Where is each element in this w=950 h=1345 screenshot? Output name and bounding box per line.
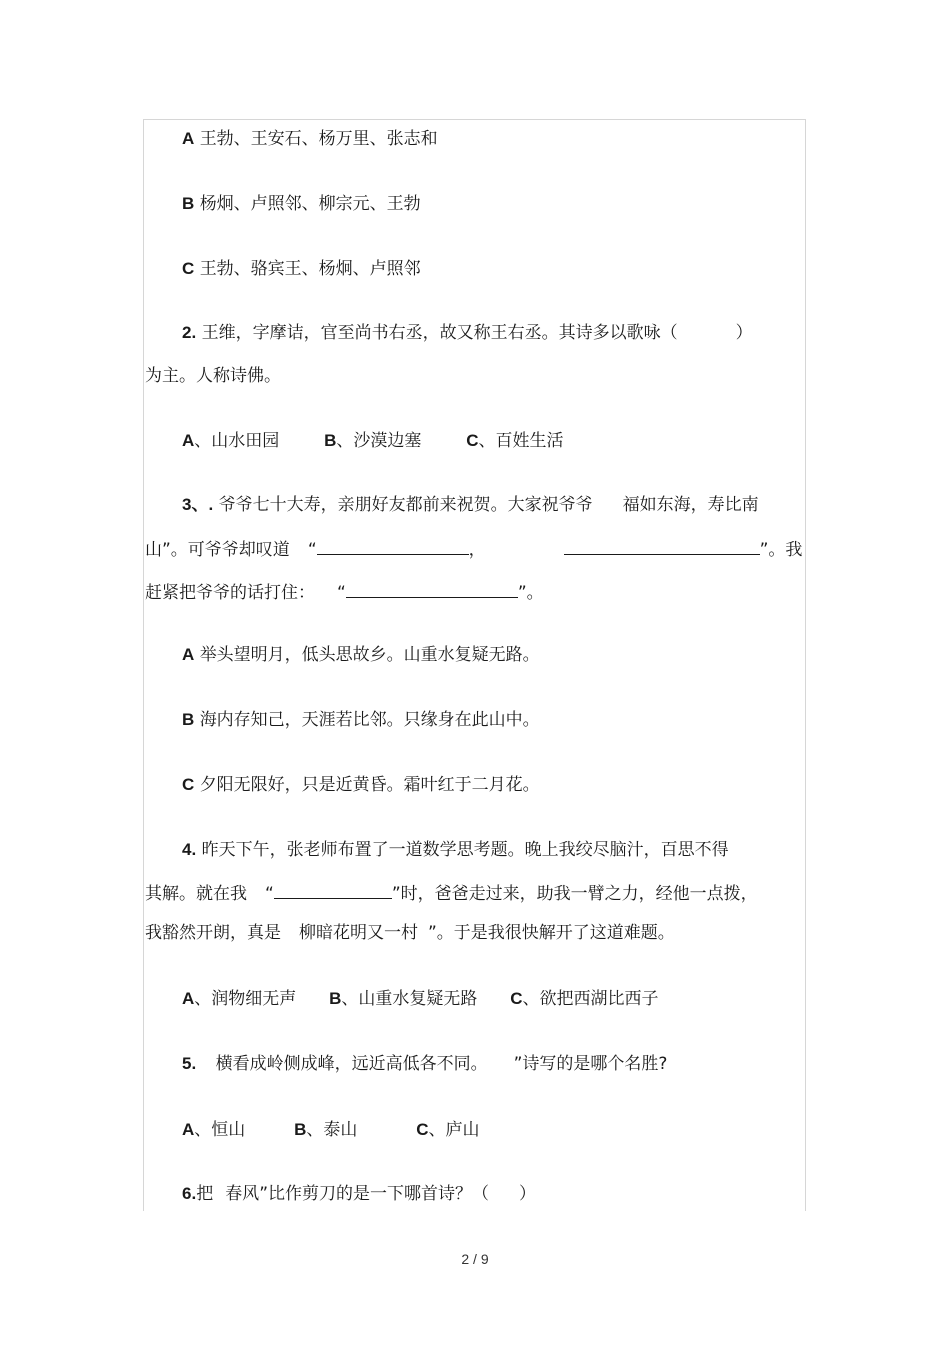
open-quote: “ xyxy=(265,884,274,904)
option-letter: C xyxy=(416,1120,429,1139)
option-letter: B xyxy=(182,710,195,729)
q3-line-1 xyxy=(182,494,759,516)
question-text: ”。 xyxy=(517,583,544,603)
option-text: 、泰山 xyxy=(306,1120,358,1140)
q1-option-b xyxy=(182,193,421,215)
option-letter: B xyxy=(182,194,195,213)
option-text: 举头望明月，低头思故乡。山重水复疑无路。 xyxy=(199,645,540,665)
q2-options xyxy=(182,430,563,452)
option-letter: A xyxy=(182,1120,195,1139)
option-text: 、欲把西湖比西子 xyxy=(522,989,659,1009)
fill-blank[interactable] xyxy=(346,579,518,598)
option-letter: A xyxy=(182,129,195,148)
fill-blank[interactable] xyxy=(564,536,760,555)
question-text: 爷爷七十大寿，亲朋好友都前来祝贺。大家祝爷爷 xyxy=(218,495,593,515)
question-text: ”。我 xyxy=(759,540,803,560)
question-text: 我豁然开朗，真是 xyxy=(145,923,281,943)
option-text: 、百姓生活 xyxy=(478,431,564,451)
question-text: 福如东海，寿比南 xyxy=(622,495,759,515)
option-text: 海内存知己，天涯若比邻。只缘身在此山中。 xyxy=(199,710,540,730)
close-paren: ） xyxy=(519,1184,536,1204)
question-number: 5. xyxy=(182,1054,197,1073)
option-text: 、润物细无声 xyxy=(194,989,297,1009)
option-letter: B xyxy=(324,431,337,450)
q3-option-c xyxy=(182,774,540,796)
question-text: 横看成岭侧成峰，远近高低各不同。 xyxy=(215,1054,488,1074)
option-letter: A xyxy=(182,645,195,664)
option-text: 杨炯、卢照邻、柳宗元、王勃 xyxy=(199,194,421,214)
open-quote: “ xyxy=(307,540,317,560)
q5-line xyxy=(182,1053,667,1075)
q3-option-b xyxy=(182,709,540,731)
question-text: 王维，字摩诘，官至尚书右丞，故又称王右丞。其诗多以歌咏（ xyxy=(201,323,678,343)
question-text: ”。于是我很快解开了这道难题。 xyxy=(428,923,675,943)
option-letter: A xyxy=(182,431,195,450)
q4-line-3 xyxy=(145,922,675,944)
option-text: 、恒山 xyxy=(194,1120,246,1140)
option-text: 、庐山 xyxy=(428,1120,480,1140)
option-text: 王勃、王安石、杨万里、张志和 xyxy=(199,129,438,149)
q5-options xyxy=(182,1119,479,1141)
fill-blank[interactable] xyxy=(317,536,469,555)
option-letter: B xyxy=(329,989,342,1008)
q2-line-2 xyxy=(145,365,281,387)
option-text: 、沙漠边塞 xyxy=(336,431,422,451)
question-text: 为主。人称诗佛。 xyxy=(145,366,281,386)
question-text: ”诗写的是哪个名胜? xyxy=(513,1054,668,1074)
open-quote: “ xyxy=(337,583,346,603)
question-text: ”时，爸爸走过来，助我一臂之力，经他一点拨， xyxy=(391,884,758,904)
q6-line xyxy=(182,1183,536,1205)
option-text: 夕阳无限好，只是近黄昏。霜叶红于二月花。 xyxy=(199,775,540,795)
question-text: 昨天下午，张老师布置了一道数学思考题。晚上我绞尽脑汁，百思不得 xyxy=(201,840,729,860)
q2-line-1 xyxy=(182,322,753,344)
question-text: 把 xyxy=(196,1184,214,1204)
option-letter: C xyxy=(510,989,523,1008)
question-text: 其解。就在我 xyxy=(145,884,247,904)
q3-line-2 xyxy=(145,536,802,561)
option-letter: B xyxy=(294,1120,307,1139)
question-text: ”比作剪刀的是一下哪首诗？（ xyxy=(259,1184,489,1204)
option-text: 、山重水复疑无路 xyxy=(341,989,478,1009)
fill-blank[interactable] xyxy=(274,880,392,899)
option-text: 王勃、骆宾王、杨炯、卢照邻 xyxy=(199,259,421,279)
page-number: 2 / 9 xyxy=(461,1251,489,1267)
q4-options xyxy=(182,988,658,1010)
q3-option-a xyxy=(182,644,540,666)
question-number: 6. xyxy=(182,1184,197,1203)
q4-line-2 xyxy=(145,880,758,905)
q1-option-c xyxy=(182,258,421,280)
question-number: 2. xyxy=(182,323,197,342)
q3-line-3 xyxy=(145,579,544,604)
option-letter: C xyxy=(466,431,479,450)
quoted-text: 春风 xyxy=(225,1184,260,1204)
close-paren: ） xyxy=(735,323,753,343)
q1-option-a xyxy=(182,128,438,150)
quoted-text: 柳暗花明又一村 xyxy=(299,923,418,943)
comma: ， xyxy=(468,540,486,560)
question-number: 3、. xyxy=(182,495,214,514)
option-letter: A xyxy=(182,989,195,1008)
option-text: 、山水田园 xyxy=(194,431,280,451)
question-number: 4. xyxy=(182,840,197,859)
option-letter: C xyxy=(182,259,195,278)
q4-line-1 xyxy=(182,839,729,861)
option-letter: C xyxy=(182,775,195,794)
question-text: 赶紧把爷爷的话打住： xyxy=(145,583,315,603)
question-text: 山”。可爷爷却叹道 xyxy=(145,540,290,560)
